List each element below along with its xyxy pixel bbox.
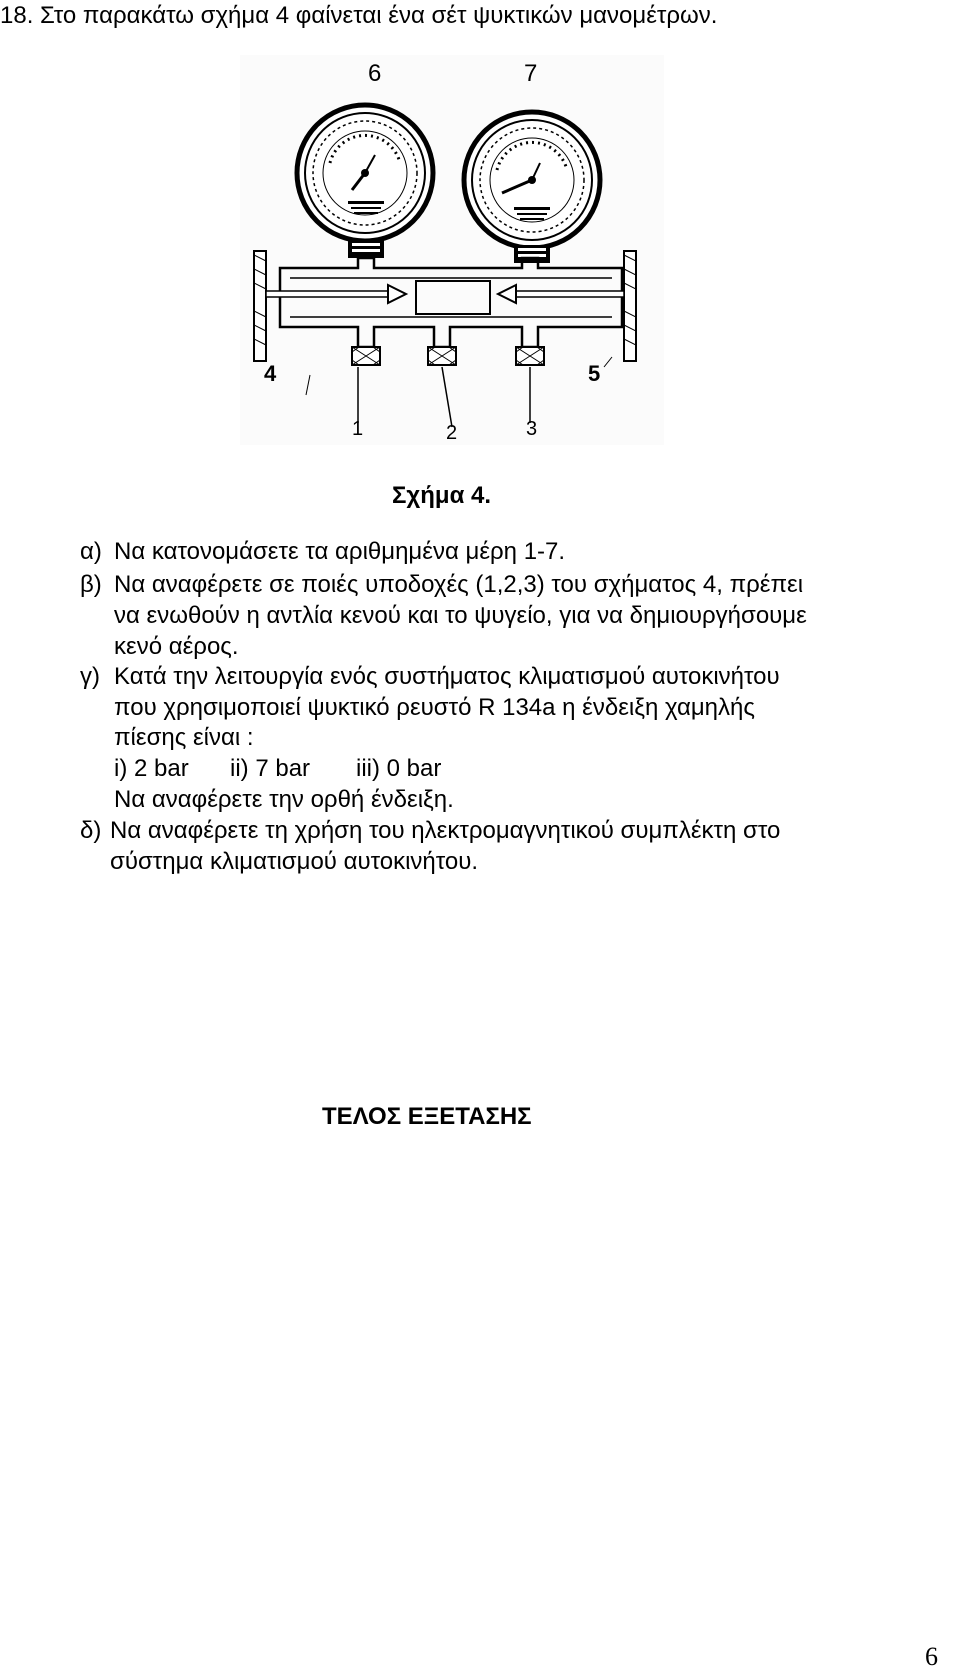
port-fitting-3-icon: [516, 347, 544, 365]
low-pressure-gauge-icon: [297, 105, 433, 241]
subq-c-option-1: i) 2 bar: [114, 755, 189, 782]
callout-2: 2: [446, 422, 458, 444]
subq-c-instruction: Να αναφέρετε την ορθή ένδειξη.: [114, 786, 454, 813]
subq-c-option-2: ii) 7 bar: [230, 755, 311, 782]
port-fitting-1-icon: [352, 347, 380, 365]
subq-a-marker: α): [80, 538, 102, 565]
callout-3: 3: [526, 418, 538, 440]
subq-b-line-1: Να αναφέρετε σε ποιές υποδοχές (1,2,3) του σχήματος 4, πρέπει: [114, 571, 804, 598]
figure-background: [240, 55, 664, 445]
subq-b-line-2: να ενωθούν η αντλία κενού και το ψυγείο, για να δημιουργήσουμε: [114, 602, 807, 629]
callout-4: 4: [264, 361, 277, 386]
subq-b-marker: β): [80, 571, 102, 598]
subq-c-line-3: πίεσης είναι :: [114, 724, 254, 751]
right-gauge-connector: [514, 245, 550, 263]
callout-7: 7: [524, 60, 538, 87]
subq-d-marker: δ): [80, 817, 102, 844]
high-pressure-gauge-icon: [464, 112, 600, 248]
left-gauge-connector: [348, 240, 384, 258]
question-title: 18. Στο παρακάτω σχήμα 4 φαίνεται ένα σέτ ψυκτικών μανομέτρων.: [0, 2, 718, 29]
figure-caption: Σχήμα 4.: [392, 482, 491, 509]
subq-b-line-3: κενό αέρος.: [114, 633, 239, 660]
callout-5: 5: [588, 361, 601, 386]
subq-c-option-3: iii) 0 bar: [356, 755, 442, 782]
page-number: 6: [925, 1642, 938, 1671]
subq-c-line-2: που χρησιμοποιεί ψυκτικό ρευστό R 134a η ένδειξη χαμηλής: [114, 694, 755, 721]
callout-6: 6: [368, 60, 382, 87]
callout-1: 1: [352, 418, 364, 440]
manifold-gauge-figure: [240, 55, 664, 445]
port-fitting-2-icon: [428, 347, 456, 365]
end-of-exam-text: ΤΕΛΟΣ ΕΞΕΤΑΣΗΣ: [322, 1103, 532, 1130]
subq-d-line-1: Να αναφέρετε τη χρήση του ηλεκτρομαγνητικού συμπλέκτη στο: [110, 817, 781, 844]
subq-c-line-1: Κατά την λειτουργία ενός συστήματος κλιματισμού αυτοκινήτου: [114, 663, 780, 690]
subq-c-marker: γ): [80, 663, 100, 690]
subq-d-line-2: σύστημα κλιματισμού αυτοκινήτου.: [110, 848, 479, 875]
subq-a-line-1: Να κατονομάσετε τα αριθμημένα μέρη 1-7.: [114, 538, 566, 565]
